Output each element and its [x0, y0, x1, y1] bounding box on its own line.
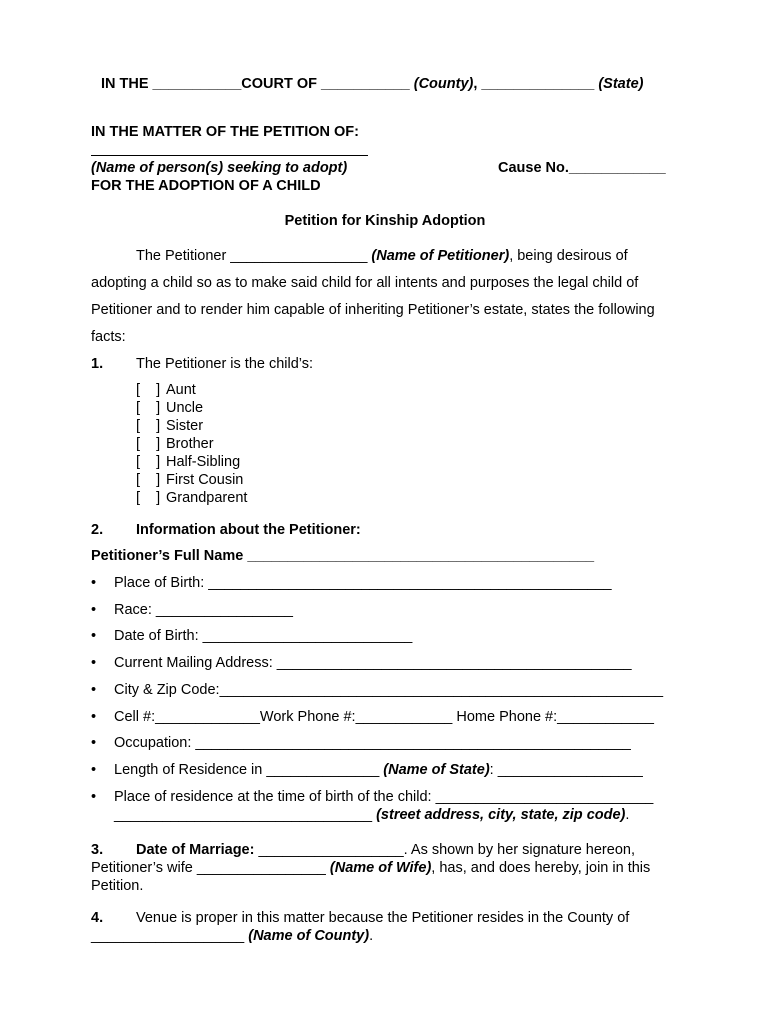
- marriage-line-2[interactable]: [91, 860, 650, 876]
- dob-field[interactable]: Date of Birth: __________________________: [114, 628, 413, 644]
- checkbox-bracket[interactable]: [ ]: [136, 382, 161, 398]
- option-label: Half-Sibling: [166, 454, 241, 470]
- checkbox-aunt[interactable]: [136, 382, 196, 398]
- wife-name-label: (Name of Wife): [329, 860, 432, 876]
- venue-line-1: Venue is proper in this matter because the Petitioner resides in the County of: [136, 910, 630, 926]
- checkbox-brother[interactable]: [136, 436, 214, 452]
- header-comma: , ______________: [473, 76, 599, 92]
- county-label: (County): [413, 76, 474, 92]
- petitioner-name-label: (Name of Petitioner): [371, 248, 510, 264]
- bullet-icon: •: [91, 789, 97, 805]
- county-name-label: (Name of County): [248, 928, 370, 944]
- birth-residence-line-2[interactable]: [114, 807, 629, 823]
- period: .: [625, 807, 630, 823]
- checkbox-half-sibling[interactable]: [136, 454, 240, 470]
- court-line: IN THE ___________COURT OF ___________: [101, 76, 414, 92]
- residence-blank[interactable]: : __________________: [489, 762, 643, 778]
- city-zip-field[interactable]: City & Zip Code:_______________________________________________________: [114, 682, 664, 698]
- intro-line-1: [136, 248, 628, 264]
- checkbox-bracket[interactable]: [ ]: [136, 454, 161, 470]
- checkbox-sister[interactable]: [136, 418, 203, 434]
- intro-text: The Petitioner _________________: [136, 248, 372, 264]
- option-label: Grandparent: [166, 490, 248, 506]
- checkbox-uncle[interactable]: [136, 400, 203, 416]
- section-2-number: 2.: [91, 522, 104, 538]
- checkbox-bracket[interactable]: [ ]: [136, 490, 161, 506]
- intro-line-2: adopting a child so as to make said child for all intents and purposes the legal child of: [91, 275, 639, 291]
- state-label: (State): [598, 76, 644, 92]
- marriage-label: Date of Marriage:: [136, 842, 255, 858]
- intro-line-4: facts:: [91, 329, 126, 345]
- section-3-number: 3.: [91, 842, 104, 858]
- option-label: Brother: [166, 436, 214, 452]
- checkbox-bracket[interactable]: [ ]: [136, 400, 161, 416]
- section-1-text: The Petitioner is the child’s:: [136, 356, 314, 372]
- bullet-icon: •: [91, 762, 97, 778]
- adoption-line: FOR THE ADOPTION OF A CHILD: [91, 178, 321, 194]
- intro-text-end: , being desirous of: [509, 248, 628, 264]
- matter-title: IN THE MATTER OF THE PETITION OF:: [91, 124, 359, 140]
- checkbox-first-cousin[interactable]: [136, 472, 243, 488]
- phone-fields[interactable]: Cell #:_____________Work Phone #:____________ Home Phone #:____________: [114, 709, 654, 725]
- birth-place-field[interactable]: Place of Birth: __________________________________________________: [114, 575, 612, 591]
- bullet-icon: •: [91, 709, 97, 725]
- bullet-icon: •: [91, 575, 97, 591]
- marriage-date-blank[interactable]: __________________. As shown by her signature hereon,: [254, 842, 635, 858]
- section-4-number: 4.: [91, 910, 104, 926]
- venue-line-2[interactable]: [91, 928, 373, 944]
- checkbox-bracket[interactable]: [ ]: [136, 418, 161, 434]
- intro-line-3: Petitioner and to render him capable of inheriting Petitioner’s estate, states the following: [91, 302, 655, 318]
- option-label: Sister: [166, 418, 204, 434]
- section-1-number: 1.: [91, 356, 104, 372]
- option-label: Aunt: [166, 382, 196, 398]
- address-hint-label: (street address, city, state, zip code): [376, 807, 626, 823]
- residence-length-field[interactable]: [114, 762, 643, 778]
- county-blank[interactable]: ___________________: [91, 928, 249, 944]
- bullet-icon: •: [91, 655, 97, 671]
- period: .: [369, 928, 374, 944]
- state-name-label: (Name of State): [383, 762, 490, 778]
- race-field[interactable]: Race: _________________: [114, 602, 293, 618]
- residence-text: Length of Residence in ______________: [114, 762, 384, 778]
- option-label: First Cousin: [166, 472, 244, 488]
- checkbox-bracket[interactable]: [ ]: [136, 472, 161, 488]
- marriage-line-1[interactable]: [136, 842, 635, 858]
- mailing-address-field[interactable]: Current Mailing Address: ____________________________________________: [114, 655, 632, 671]
- bullet-icon: •: [91, 735, 97, 751]
- cause-number: Cause No.____________: [498, 160, 666, 176]
- bullet-icon: •: [91, 628, 97, 644]
- marriage-text: , has, and does hereby, join in this: [431, 860, 651, 876]
- document-title: Petition for Kinship Adoption: [284, 213, 486, 229]
- birth-residence-blank[interactable]: ________________________________: [114, 807, 377, 823]
- birth-residence-field[interactable]: Place of residence at the time of birth of the child: ___________________________: [114, 789, 654, 805]
- petitioner-name-rule: [91, 155, 368, 156]
- occupation-field[interactable]: Occupation: ______________________________________________________: [114, 735, 631, 751]
- court-header: [101, 76, 643, 92]
- full-name-field[interactable]: Petitioner’s Full Name ___________________________________________: [91, 548, 595, 564]
- checkbox-bracket[interactable]: [ ]: [136, 436, 161, 452]
- checkbox-grandparent[interactable]: [136, 490, 247, 506]
- bullet-icon: •: [91, 602, 97, 618]
- section-2-heading: Information about the Petitioner:: [136, 522, 361, 538]
- name-label: (Name of person(s) seeking to adopt): [91, 160, 348, 176]
- bullet-icon: •: [91, 682, 97, 698]
- marriage-line-3: Petition.: [91, 878, 144, 894]
- option-label: Uncle: [166, 400, 204, 416]
- wife-blank[interactable]: Petitioner’s wife ________________: [91, 860, 330, 876]
